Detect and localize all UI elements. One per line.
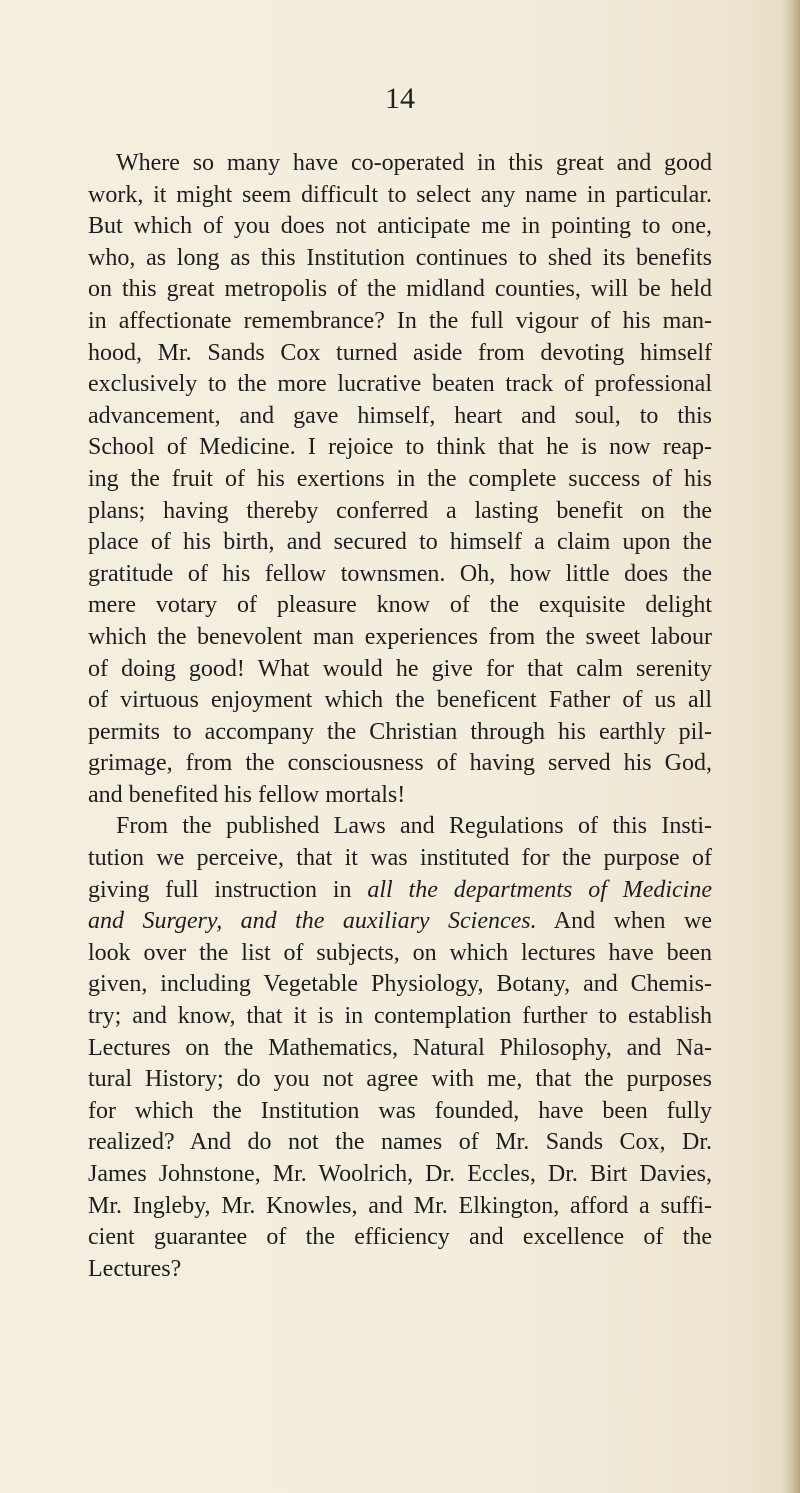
page-number: 14: [385, 82, 415, 115]
text-line: gratitude of his fellow townsmen. Oh, how little does the: [88, 560, 712, 587]
text-line: of virtuous enjoyment which the beneficent Father of us all: [88, 687, 712, 714]
text-line: in affectionate remembrance? In the full vigour of his man-: [88, 307, 712, 334]
text-line: realized? And do not the names of Mr. Sands Cox, Dr.: [88, 1129, 712, 1156]
text-line: of doing good! What would he give for that calm serenity: [88, 655, 712, 682]
text-line: work, it might seem difficult to select any name in particular.: [88, 181, 712, 208]
text-line: James Johnstone, Mr. Woolrich, Dr. Eccles, Dr. Birt Davies,: [88, 1161, 712, 1187]
italic-text-segment: and Surgery, and the auxiliary Sciences.: [88, 908, 537, 935]
italic-text-segment: all the departments of Medicine: [367, 876, 712, 903]
text-line: plans; having thereby conferred a lasting benefit on the: [88, 497, 712, 524]
text-line: on this great metropolis of the midland counties, will be held: [88, 276, 712, 303]
text-segment: giving full instruction in: [88, 876, 368, 903]
text-line: Mr. Ingleby, Mr. Knowles, and Mr. Elkington, afford a suffi-: [88, 1192, 712, 1219]
text-line: look over the list of subjects, on which lectures have been: [88, 939, 712, 966]
text-line: From the published Laws and Regulations of this Insti-: [116, 813, 712, 840]
text-line: advancement, and gave himself, heart and soul, to this: [88, 402, 712, 429]
text-line: Where so many have co-operated in this great and good: [116, 150, 712, 176]
text-line: grimage, from the consciousness of having served his God,: [88, 750, 712, 777]
text-line: tural History; do you not agree with me, that the purposes: [88, 1066, 712, 1093]
text-line: which the benevolent man experiences from the sweet labour: [88, 623, 712, 650]
text-line: [88, 875, 712, 907]
text-line: mere votary of pleasure know of the exquisite delight: [88, 592, 712, 619]
text-line: permits to accompany the Christian through his earthly pil-: [88, 718, 712, 745]
page-edge-shadow: [782, 0, 800, 1493]
text-line: Lectures on the Mathematics, Natural Philosophy, and Na-: [88, 1034, 712, 1061]
text-line: School of Medicine. I rejoice to think that he is now reap-: [88, 434, 712, 461]
text-segment: And when we: [536, 908, 712, 935]
text-line: exclusively to the more lucrative beaten track of professional: [88, 371, 712, 398]
text-line: ing the fruit of his exertions in the complete success of his: [88, 465, 712, 492]
text-line: who, as long as this Institution continues to shed its benefits: [88, 244, 712, 271]
text-line: But which of you does not anticipate me in pointing to one,: [88, 213, 712, 240]
text-line: Lectures?: [88, 1255, 182, 1282]
text-line: place of his birth, and secured to himself a claim upon the: [88, 529, 712, 556]
text-line: cient guarantee of the efficiency and excellence of the: [88, 1224, 712, 1251]
body-text: [88, 148, 712, 1285]
text-line: hood, Mr. Sands Cox turned aside from devoting himself: [88, 339, 712, 366]
text-line: for which the Institution was founded, have been fully: [88, 1097, 712, 1124]
text-line: [88, 906, 712, 938]
text-line: given, including Vegetable Physiology, Botany, and Chemis-: [88, 971, 712, 998]
text-line: tution we perceive, that it was instituted for the purpose of: [88, 845, 712, 872]
text-line: try; and know, that it is in contemplation further to establish: [88, 1003, 712, 1030]
text-line: and benefited his fellow mortals!: [88, 781, 406, 808]
